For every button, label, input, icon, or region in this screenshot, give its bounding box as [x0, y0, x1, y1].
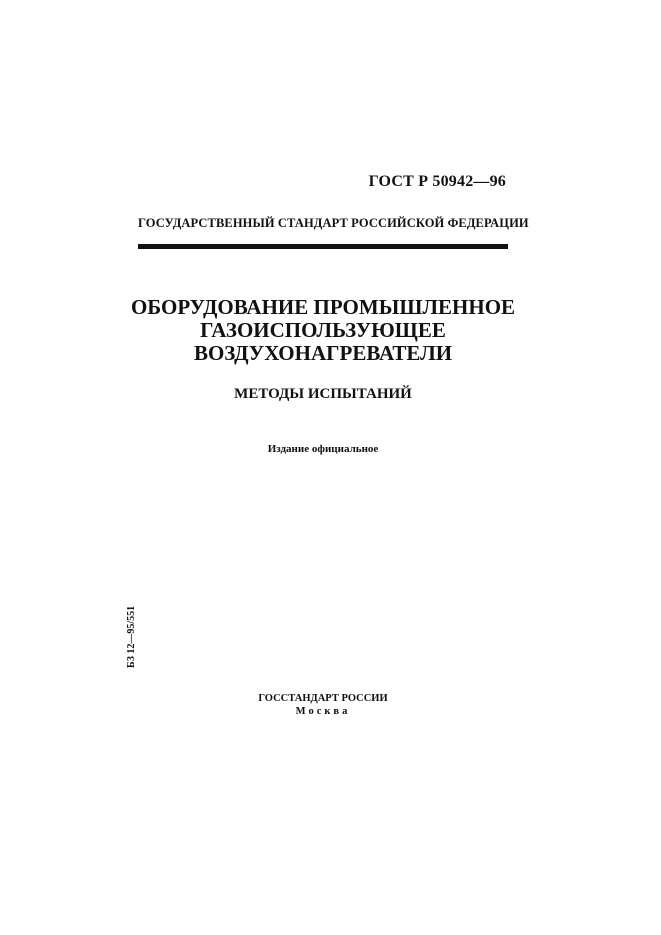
title-line: ОБОРУДОВАНИЕ ПРОМЫШЛЕННОЕ: [130, 295, 516, 319]
gost-code: ГОСТ Р 50942—96: [368, 173, 506, 190]
title-line: ВОЗДУХОНАГРЕВАТЕЛИ: [193, 341, 453, 365]
side-catalog-code: БЗ 12—95/551: [126, 605, 137, 668]
publisher-block: [160, 692, 486, 718]
title-line: ГАЗОИСПОЛЬЗУЮЩЕЕ: [200, 318, 446, 342]
state-standard-heading: ГОСУДАРСТВЕННЫЙ СТАНДАРТ РОССИЙСКОЙ ФЕДЕРАЦИИ: [138, 216, 529, 230]
publisher-name: ГОССТАНДАРТ РОССИИ: [258, 693, 388, 704]
document-subtitle: МЕТОДЫ ИСПЫТАНИЙ: [234, 386, 412, 402]
publisher-city: Москва: [295, 706, 351, 717]
heading-rule: [138, 244, 508, 249]
edition-label: Издание официальное: [267, 443, 379, 455]
document-title: [110, 296, 536, 365]
